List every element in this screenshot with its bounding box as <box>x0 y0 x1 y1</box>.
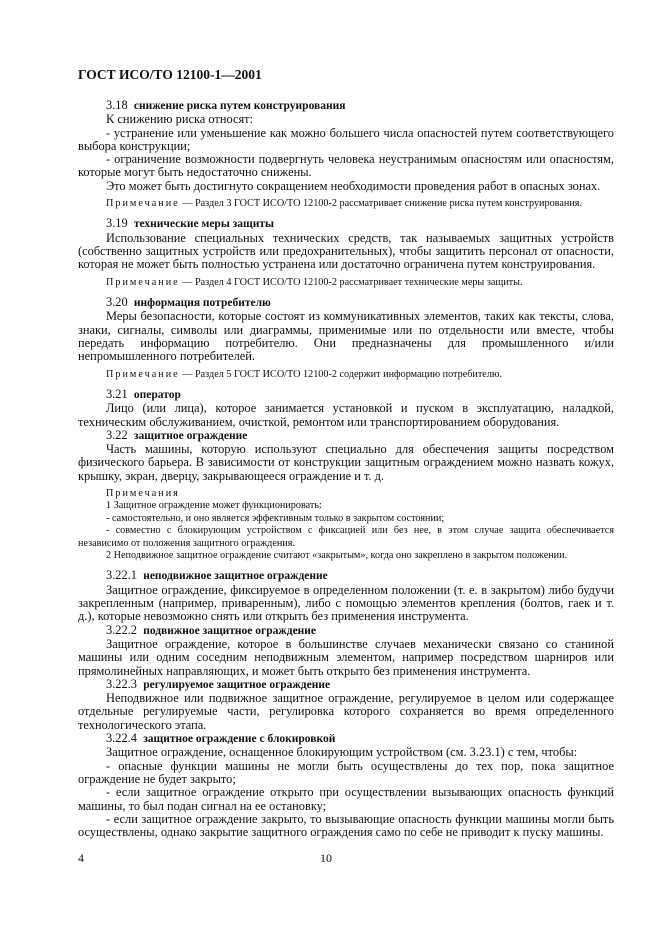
paragraph: Меры безопасности, которые состоят из коммуникативных элементов, таких как тексты, слова, знаки, сигналы, символы или диаграммы, применимые или по отдельности или вместе, чтобы передать информацию потребителю. Они предназначены для промышленного и/или непромышленного потребителей. <box>78 309 614 364</box>
note-item: 1 Защитное ограждение может функционировать: <box>106 500 322 512</box>
document-header: ГОСТ ИСО/ТО 12100-1—2001 <box>78 67 262 82</box>
section-number: 3.22 <box>106 427 128 442</box>
section-3-22-1-heading <box>78 569 614 583</box>
section-3-22-4-heading <box>78 732 614 746</box>
page-number-left: 4 <box>78 851 84 865</box>
section-number: 3.22.4 <box>106 731 137 746</box>
section-number: 3.19 <box>106 216 128 231</box>
note-item: 2 Неподвижное защитное ограждение считают «закрытым», когда оно закреплено в закрытом положении. <box>106 550 568 562</box>
paragraph: - если защитное ограждение закрыто, то вызывающие опасность функции машины могли быть осуществлены, однако закрытие защитного ограждения само по себе не приводит к пуску машины. <box>78 811 614 840</box>
note-text: — Раздел 5 ГОСТ ИСО/ТО 12100-2 содержит информацию потребителю. <box>179 368 503 380</box>
section-3-19-heading <box>78 217 614 231</box>
section-number: 3.20 <box>106 295 128 310</box>
note-label: Примечание <box>106 368 180 380</box>
paragraph: - устранение или уменьшение как можно большего числа опасностей путем соответствующего выбора конструкции; <box>78 125 614 153</box>
section-3-21-heading <box>78 388 614 402</box>
paragraph: Часть машины, которую используют специально для обеспечения защиты посредством физического барьера. В зависимости от конструкции защитным ограждением можно назвать кожух, крышку, экран, дверцу, закрывающееся ограждение и т. д. <box>78 442 614 483</box>
note-text: — Раздел 3 ГОСТ ИСО/ТО 12100-2 рассматривает снижение риска путем конструирования. <box>179 198 583 210</box>
paragraph: Защитное ограждение, которое в большинстве случаев механически связано со станиной машины или одним соседним неподвижным элементом, например посредством шарниров или прямолинейных направляющих, и может быть открыто без применения инструмента. <box>78 636 614 678</box>
note-label: Примечание <box>106 198 180 210</box>
section-3-22-3-heading <box>78 678 614 692</box>
section-3-22-2-heading <box>78 624 614 638</box>
page-number-center: 10 <box>320 851 332 865</box>
notes-block <box>78 488 614 562</box>
section-number: 3.22.1 <box>106 568 137 583</box>
paragraph: Лицо (или лица), которое занимается установкой и пуском в эксплуатацию, наладкой, техническим обслуживанием, очисткой, ремонтом или транспортированием оборудования. <box>78 401 614 429</box>
note-label: Примечание <box>106 276 180 288</box>
section-term: технические меры защиты <box>133 218 275 231</box>
notes-label: Примечания <box>106 488 180 500</box>
section-term: защитное ограждение <box>133 429 248 442</box>
note-item: - самостоятельно, и оно является эффективным только в закрытом состоянии; <box>106 512 445 524</box>
section-number: 3.18 <box>106 98 128 112</box>
section-3-18-heading <box>78 99 614 113</box>
section-number: 3.21 <box>106 386 128 401</box>
section-number: 3.22.2 <box>106 622 137 637</box>
section-term: подвижное защитное ограждение <box>143 624 317 637</box>
note-text: — Раздел 4 ГОСТ ИСО/ТО 12100-2 рассматривает технические меры защиты. <box>179 276 523 288</box>
paragraph: Защитное ограждение, оснащенное блокирующим устройством (см. 3.23.1) с тем, чтобы: <box>106 745 578 760</box>
paragraph: - ограничение возможности подвергнуть человека неустранимым опасностям или опасностям, которые могут быть недостаточно снижены. <box>78 152 614 180</box>
section-term: снижение риска путем конструирования <box>133 100 346 112</box>
section-term: неподвижное защитное ограждение <box>143 570 328 583</box>
note <box>78 369 614 381</box>
note-item: - совместно с блокирующим устройством с фиксацией или без нее, в этом случае защита обеспечивается независимо от положения защитного ограждения. <box>78 525 614 549</box>
section-term: защитное ограждение с блокировкой <box>143 733 336 746</box>
note <box>78 277 614 289</box>
paragraph: Защитное ограждение, фиксируемое в определенном положении (т. е. в закрытом) либо будучи закрепленным (например, приваренным), либо с помощью элементов крепления (болтов, гаек и т. д.), которые невозможно снять или открыть без применения инструмента. <box>78 582 614 624</box>
section-3-22-heading <box>78 429 614 443</box>
paragraph: Использование специальных технических средств, так называемых защитных устройств (собственно защитных устройств или предохранительных), чтобы защитить персонал от опасности, которая не может быть полностью устранена или достаточно ограничена путем конструирования. <box>78 230 614 272</box>
section-term: информация потребителю <box>133 297 271 310</box>
section-number: 3.22.3 <box>106 676 137 691</box>
paragraph: Неподвижное или подвижное защитное ограждение, регулируемое в целом или содержащее отдельные регулируемые части, регулировка которого сохраняется во время определенного технологического этапа. <box>78 691 614 732</box>
paragraph: - если защитное ограждение открыто при осуществлении вызывающих опасность функций машины, то был подан сигнал на ее остановку; <box>78 785 614 813</box>
section-term: регулируемое защитное ограждение <box>143 678 331 691</box>
note <box>78 198 614 210</box>
paragraph: К снижению риска относят: <box>106 112 254 127</box>
paragraph: Это может быть достигнуто сокращением необходимости проведения работ в опасных зонах. <box>106 178 601 193</box>
document-body <box>78 99 614 839</box>
section-3-20-heading <box>78 296 614 310</box>
section-term: оператор <box>133 388 181 401</box>
paragraph: - опасные функции машины не могли быть осуществлены до тех пор, пока защитное ограждение не будет закрыто; <box>78 758 614 786</box>
